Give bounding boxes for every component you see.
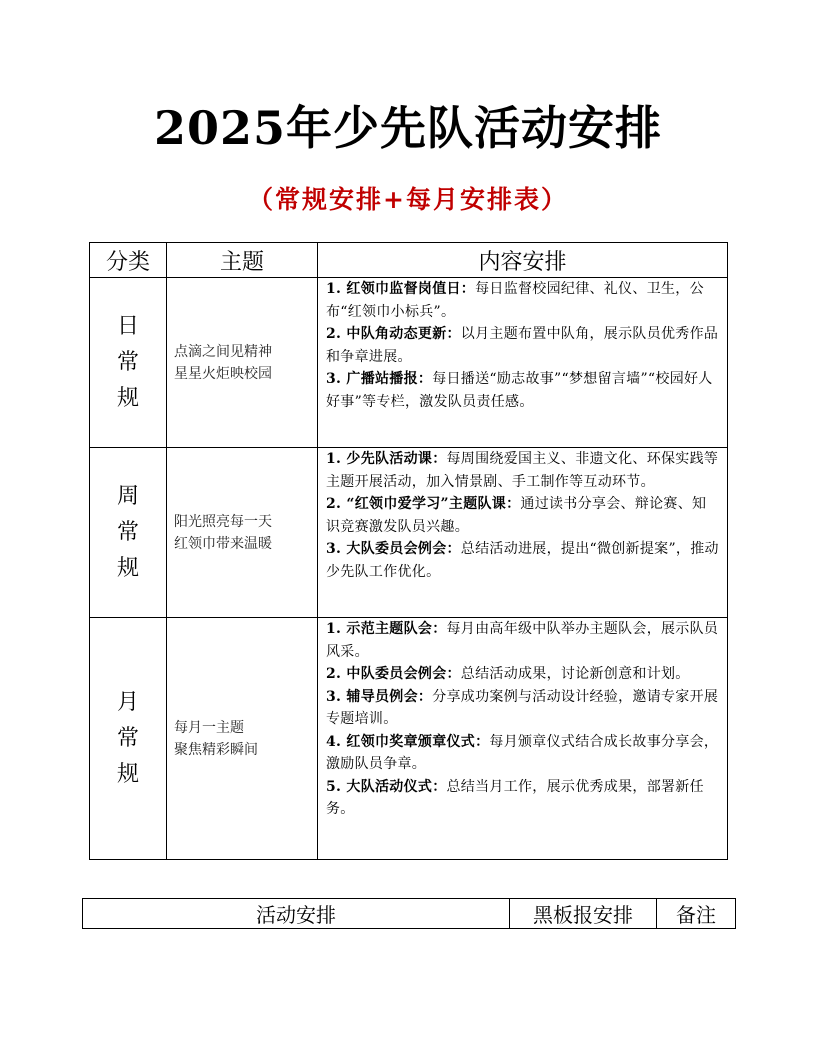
item-label: 3. 大队委员会例会： [326, 541, 461, 557]
item-text: 总结活动进展，提出“微创新提案”，推动少先队工作优化。 [326, 541, 719, 580]
category-char: 月 [116, 689, 139, 715]
category-char: 常 [116, 725, 139, 751]
category-weekly [90, 448, 167, 618]
list-item [326, 278, 719, 323]
list-item [326, 493, 719, 538]
table-header-row [83, 899, 736, 929]
item-label: 3. 辅导员例会： [326, 688, 433, 705]
content-daily [318, 278, 728, 448]
list-item [326, 686, 719, 731]
header-activity: 活动安排 [83, 899, 510, 929]
schedule-table [89, 242, 728, 860]
table-row-monthly [90, 618, 728, 860]
item-text: 总结活动成果，讨论新创意和计划。 [460, 666, 690, 682]
header-blackboard: 黑板报安排 [510, 899, 657, 929]
category-monthly [90, 618, 167, 860]
header-category: 分类 [90, 243, 167, 278]
category-char: 规 [116, 555, 139, 581]
list-item [326, 776, 719, 821]
item-label: 3. 广播站播报： [326, 371, 433, 387]
table-row-daily [90, 278, 728, 448]
theme-daily: 点滴之间见精神 星星火炬映校园 [167, 278, 318, 448]
category-char: 规 [116, 385, 139, 411]
item-text: 每月颁章仪式结合成长故事分享会，激励队员争章。 [326, 733, 719, 772]
item-label: 2. “红领巾爱学习”主题队课： [326, 496, 521, 512]
list-item [326, 323, 719, 368]
item-label: 1. 示范主题队会： [326, 621, 447, 637]
item-text: 每日播送“励志故事”“梦想留言墙”“校园好人好事”等专栏，激发队员责任感。 [326, 371, 713, 410]
item-label: 1. 少先队活动课： [326, 451, 447, 467]
item-text: 总结当月工作，展示优秀成果，部署新任务。 [326, 778, 704, 817]
list-item [326, 448, 719, 493]
theme-monthly: 每月一主题 聚焦精彩瞬间 [167, 618, 318, 860]
category-daily [90, 278, 167, 448]
list-item [326, 538, 719, 583]
header-theme: 主题 [167, 243, 318, 278]
page-subtitle: （常规安排+每月安排表） [248, 185, 568, 214]
content-monthly [318, 618, 728, 860]
table-header-row [90, 243, 728, 278]
monthly-plan-table [82, 898, 736, 929]
item-label: 4. 红领巾奖章颁章仪式： [326, 733, 490, 750]
table-row-weekly [90, 448, 728, 618]
item-label: 2. 中队角动态更新： [326, 326, 461, 342]
item-text: 每周围绕爱国主义、非遗文化、环保实践等主题开展活动，加入情景剧、手工制作等互动环节。 [326, 451, 719, 490]
category-char: 常 [116, 349, 139, 375]
header-notes: 备注 [657, 899, 736, 929]
list-item [326, 618, 719, 663]
item-text: 每日监督校园纪律、礼仪、卫生，公布“红领巾小标兵”。 [326, 281, 704, 320]
page-title: 2025年少先队活动安排 [153, 101, 663, 155]
header-content: 内容安排 [318, 243, 728, 278]
item-text: 分享成功案例与活动设计经验，邀请专家开展专题培训。 [326, 688, 719, 727]
content-weekly [318, 448, 728, 618]
category-char: 常 [116, 519, 139, 545]
item-label: 1. 红领巾监督岗值日： [326, 281, 476, 297]
category-char: 日 [116, 313, 139, 339]
item-text: 以月主题布置中队角，展示队员优秀作品和争章进展。 [326, 326, 719, 365]
item-label: 5. 大队活动仪式： [326, 778, 447, 795]
item-text: 通过读书分享会、辩论赛、知识竞赛激发队员兴趣。 [326, 496, 707, 535]
item-label: 2. 中队委员会例会： [326, 666, 461, 682]
list-item [326, 368, 719, 413]
list-item [326, 731, 719, 776]
category-char: 规 [116, 761, 139, 787]
list-item [326, 663, 719, 686]
theme-weekly: 阳光照亮每一天 红领巾带来温暖 [167, 448, 318, 618]
item-text: 每月由高年级中队举办主题队会，展示队员风采。 [326, 621, 719, 660]
category-char: 周 [116, 483, 139, 509]
